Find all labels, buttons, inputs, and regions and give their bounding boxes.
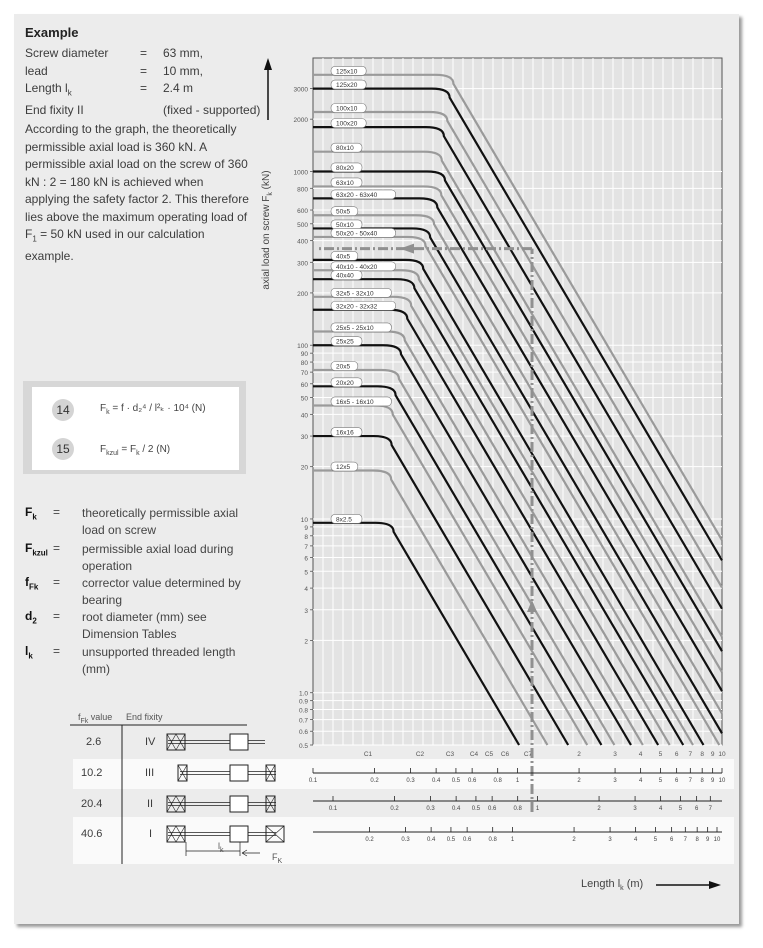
fixity-header-endfixity: End fixity: [126, 712, 163, 722]
y-tick-label: 10: [300, 516, 308, 524]
fixity-value: 2.6: [86, 736, 102, 748]
x-axis-tick-label: 0.6: [487, 806, 497, 812]
y-tick-label: 2: [304, 638, 308, 646]
formula-number: 15: [52, 438, 74, 460]
example-title: Example: [25, 25, 79, 40]
bearing-diagram: [167, 826, 284, 842]
x-axis-tick-label: 1: [515, 778, 520, 784]
x-direction-arrowhead: [709, 881, 721, 889]
x-axis-tick-label: 2: [597, 806, 601, 812]
x-axis-tick-label: 0.2: [370, 778, 379, 784]
y-tick-label: 0.9: [298, 698, 308, 706]
curve-label: 20x20: [336, 379, 354, 387]
y-tick-label: 3: [304, 607, 308, 615]
curve-label: 125x20: [336, 82, 358, 90]
y-tick-label: 8: [304, 533, 308, 541]
legend-symbol: $F_k$: [25, 505, 37, 522]
x-axis-tick-label: 2: [577, 778, 581, 784]
curve-label: 16x5 - 16x10: [336, 398, 374, 406]
x-axis-tick-label: 1: [535, 806, 540, 812]
x-axis-tick-label: 0.4: [451, 806, 461, 812]
bearing-hatch: [266, 826, 284, 842]
y-direction-arrowhead: [264, 58, 272, 70]
y-tick-label: 60: [300, 381, 308, 389]
legend-definition: unsupported threaded length (mm): [82, 645, 236, 676]
curve-label: 32x20 - 32x32: [336, 303, 378, 311]
curve-label: 50x10: [336, 221, 354, 229]
lk-dimension-label: $l_k$: [218, 841, 224, 854]
curve-label: 40x40: [336, 272, 354, 280]
curve-label: 8x2.5: [336, 516, 352, 524]
legend-definition: root diameter (mm) see Dimension Tables: [82, 610, 207, 641]
legend-definition: theoretically permissible axial load on screw: [82, 506, 239, 537]
bearing-hatch: [178, 765, 187, 781]
x-axis-tick-label: 5: [658, 751, 663, 758]
x-axis-tick-label: 5: [658, 778, 663, 784]
x-axis-tick-label: 4: [633, 837, 638, 843]
legend-definition: permissible axial load during operation: [82, 542, 234, 573]
curve-label: 32x5 - 32x10: [336, 290, 374, 298]
legend-symbol: $d_2$: [25, 609, 37, 626]
curve-label: 25x25: [336, 338, 354, 346]
x-axis-tick-label: 0.5: [446, 837, 456, 843]
x-axis-tick-label: 5: [653, 837, 658, 843]
y-tick-label: 0.6: [298, 729, 308, 737]
legend-symbol: $F_{kzul}$: [25, 541, 48, 558]
fixity-value: 10.2: [81, 767, 103, 779]
x-axis-tick-label: 6: [674, 778, 679, 784]
axis-letter-label: C2: [415, 751, 425, 758]
curve-label: 80x20: [336, 164, 354, 172]
x-axis-title: Length $l_k$ (m): [581, 878, 644, 893]
bearing-hatch: [167, 826, 185, 842]
x-axis-tick-label: 4: [658, 806, 663, 812]
x-axis-tick-label: 0.6: [467, 778, 477, 784]
fixity-type: III: [145, 767, 155, 779]
curve-label: 63x10: [336, 179, 354, 187]
curve-label: 40x10 - 40x20: [336, 263, 378, 271]
x-axis-tick-label: 0.8: [493, 778, 502, 784]
y-tick-label: 5: [304, 569, 308, 577]
x-axis-tick-label: 7: [688, 778, 692, 784]
formula-14: $F_k = f \cdot d_2^4 / l^2_k \cdot 10^4$ (N): [100, 403, 206, 416]
x-axis-tick-label: 7: [688, 751, 693, 758]
x-axis-tick-label: 7: [708, 806, 712, 812]
curve-label: 125x10: [336, 68, 358, 76]
fk-force-arrow: [242, 850, 260, 856]
x-axis-tick-label: 0.4: [426, 837, 436, 843]
curve-label: 50x5: [336, 208, 351, 216]
x-axis-tick-label: 4: [638, 778, 643, 784]
fixity-value: 40.6: [81, 828, 103, 840]
example-paragraph: According to the graph, the theoretically permissible axial load is 360 kN. A permissible axial load on the screw of 360 kN : 2 = 180 kN is achieved when applying the safety factor 2. This therefore lies above the maximum operating load of $F_1 = 50$ kN used in our calculation example.: [25, 122, 249, 263]
fixed-bearing: [167, 734, 185, 750]
y-tick-label: 1000: [293, 169, 308, 177]
y-tick-label: 90: [300, 351, 308, 359]
x-axis-tick-label: 10: [718, 778, 726, 784]
y-tick-label: 2000: [293, 117, 308, 125]
formula-number: 14: [52, 399, 74, 421]
curve-label: 40x5: [336, 253, 351, 261]
x-axis-tick-label: 0.8: [513, 806, 522, 812]
y-tick-label: 400: [297, 238, 308, 246]
y-tick-label: 50: [300, 395, 308, 403]
y-tick-label: 7: [304, 543, 308, 551]
y-tick-label: 0.5: [298, 743, 308, 750]
x-axis-tick-label: 0.8: [488, 837, 497, 843]
x-axis-tick-label: 9: [710, 751, 715, 758]
fixed-bearing: [167, 796, 185, 812]
fixity-type: IV: [145, 736, 156, 748]
bearing-hatch: [167, 734, 185, 750]
x-axis-tick-label: 3: [613, 751, 617, 758]
x-axis-tick-label: 3: [608, 837, 612, 843]
x-axis-tick-label: 9: [710, 778, 715, 784]
curve-label: 63x20 - 63x40: [336, 191, 378, 199]
x-axis-tick-label: 0.3: [426, 806, 435, 812]
x-axis-tick-label: 0.2: [390, 806, 399, 812]
spec-row: Screw diameter = 63 mm,: [25, 46, 204, 60]
bearing-hatch: [167, 796, 185, 812]
screw-nut: [230, 734, 248, 750]
y-tick-label: 0.8: [298, 707, 308, 715]
y-axis-title: axial load on screw $F_k$ (kN): [261, 170, 274, 290]
x-axis-tick-label: 5: [678, 806, 683, 812]
legend-symbol: $l_k$: [25, 644, 33, 661]
y-tick-label: 300: [297, 260, 308, 268]
y-tick-label: 600: [297, 208, 308, 216]
axis-letter-label: C6: [500, 751, 510, 758]
x-axis-tick-label: 8: [695, 837, 699, 843]
y-tick-label: 30: [300, 434, 308, 442]
bearing-diagram: [178, 765, 276, 781]
fixity-header-value: $f_{Fk}$ value: [78, 712, 113, 725]
x-axis-tick-label: 6: [669, 837, 674, 843]
axis-letter-label: C3: [445, 751, 455, 758]
x-axis-tick-label: 4: [638, 751, 643, 758]
y-tick-label: 500: [297, 221, 308, 229]
y-tick-label: 70: [300, 370, 308, 378]
x-axis-tick-label: 8: [700, 751, 704, 758]
y-tick-label: 3000: [293, 86, 308, 94]
x-axis-tick-label: 10: [718, 751, 726, 758]
fixity-type: II: [147, 798, 154, 810]
fixed-bearing: [167, 826, 185, 842]
y-tick-label: 4: [304, 586, 308, 594]
spec-row: Length $l_k$ = 2.4 m: [25, 81, 194, 98]
legend-definition: corrector value determined by bearing: [82, 576, 241, 607]
curve-label: 80x10: [336, 145, 354, 153]
curve-label: 25x5 - 25x10: [336, 324, 374, 332]
x-axis-tick-label: 0.5: [471, 806, 481, 812]
y-tick-label: 1.0: [298, 690, 308, 698]
y-tick-label: 200: [297, 290, 308, 298]
screw-nut: [230, 796, 248, 812]
y-tick-label: 100: [297, 343, 308, 351]
y-tick-label: 6: [304, 555, 308, 563]
x-axis-tick-label: 0.2: [365, 837, 374, 843]
x-axis-tick-label: 0.5: [451, 778, 461, 784]
x-axis-tick-label: 6: [694, 806, 699, 812]
x-axis-tick-label: 3: [633, 806, 637, 812]
curve-label: 100x10: [336, 105, 358, 113]
legend-symbol: $f_{Fk}$: [25, 575, 39, 592]
axis-letter-label: C1: [363, 751, 373, 758]
y-tick-label: 9: [304, 524, 308, 532]
curve-label: 16x16: [336, 429, 354, 437]
spec-row: lead = 10 mm,: [25, 63, 204, 78]
x-axis-tick-label: 10: [713, 837, 721, 843]
x-axis-tick-label: 0.4: [431, 778, 441, 784]
x-axis-tick-label: 1: [510, 837, 515, 843]
axis-letter-label: C5: [484, 751, 494, 758]
spec-row: End fixity II (fixed - supported): [25, 102, 261, 117]
formula-15: $F_{kzul} = F_k / 2$ (N): [100, 444, 171, 457]
bearing-diagram: [167, 796, 276, 812]
x-axis-tick-label: 6: [674, 751, 679, 758]
y-tick-label: 40: [300, 412, 308, 420]
bearing-hatch: [266, 796, 275, 812]
x-axis-tick-label: 0.1: [308, 778, 318, 784]
fixity-type: I: [149, 828, 153, 840]
bearing-hatch: [266, 765, 275, 781]
curve-label: 12x5: [336, 464, 351, 472]
x-axis-tick-label: 0.1: [328, 806, 338, 812]
x-axis-tick-label: 3: [613, 778, 617, 784]
bearing-diagram: [167, 734, 265, 750]
x-axis-tick-label: 0.3: [401, 837, 410, 843]
x-axis-tick-label: 2: [577, 751, 581, 758]
axis-letter-label: C4: [469, 751, 479, 758]
screw-nut: [230, 765, 248, 781]
x-axis-tick-label: 0.3: [406, 778, 415, 784]
y-tick-label: 0.7: [298, 717, 308, 725]
x-axis-tick-label: 8: [700, 778, 704, 784]
x-axis-tick-label: 7: [683, 837, 687, 843]
curve-label: 100x20: [336, 120, 358, 128]
fk-force-label: $F_K$: [272, 852, 283, 865]
screw-nut: [230, 826, 248, 842]
y-tick-label: 80: [300, 360, 308, 368]
x-axis-tick-label: 0.6: [462, 837, 472, 843]
y-tick-label: 20: [300, 464, 308, 472]
axis-letter-label: C7: [523, 751, 533, 758]
x-axis-tick-label: 2: [572, 837, 576, 843]
x-axis-tick-label: 9: [705, 837, 710, 843]
curve-label: 20x5: [336, 363, 351, 371]
y-tick-label: 800: [297, 186, 308, 194]
fixity-value: 20.4: [81, 798, 103, 810]
curve-label: 50x20 - 50x40: [336, 230, 378, 238]
